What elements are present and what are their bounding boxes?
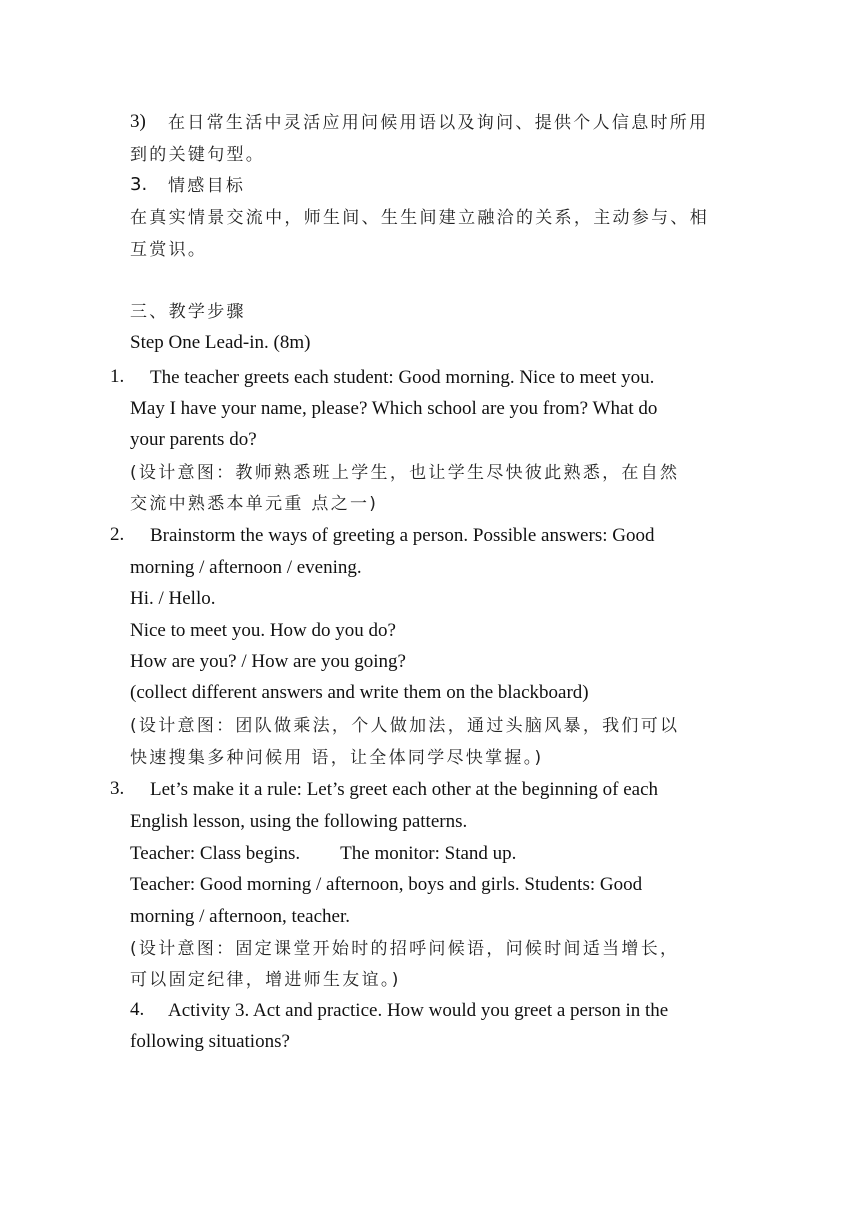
design-intent-line: 快速搜集多种问候用 语，让全体同学尽快掌握。) [130,748,544,768]
list-number: 1. [110,366,125,387]
list-item-line: Hi. / Hello. [130,588,216,609]
dialogue-line: morning / afternoon, teacher. [130,906,351,927]
section-heading: 三、教学步骤 [130,302,246,322]
list-item-line: following situations? [130,1031,290,1052]
list-item-line: How are you? / How are you going? [130,651,406,672]
dialogue-line [130,842,516,866]
design-intent-line: (设计意图：团队做乘法，个人做加法，通过头脑风暴，我们可以 [130,716,680,736]
dialogue-line: Teacher: Good morning / afternoon, boys and girls. Students: Good [130,874,643,895]
paragraph-line: 在真实情景交流中，师生间、生生间建立融洽的关系，主动参与、相 [130,208,709,228]
list-item-line: Brainstorm the ways of greeting a person. Possible answers: Good [150,525,655,546]
paragraph-line: 互赏识。 [130,240,208,260]
design-intent-line: (设计意图：教师熟悉班上学生，也让学生尽快彼此熟悉，在自然 [130,463,680,483]
step-heading: Step One Lead-in. (8m) [130,332,311,353]
list-number: 3. [110,778,125,799]
list-item-line: Let’s make it a rule: Let’s greet each other at the beginning of each [150,779,659,800]
list-item-line: (collect different answers and write them on the blackboard) [130,682,589,703]
objective-text-line: 在日常生活中灵活应用问候用语以及询问、提供个人信息时所用 [168,113,709,133]
list-item-line: Nice to meet you. How do you do? [130,620,396,641]
design-intent-line: (设计意图：固定课堂开始时的招呼问候语，问候时间适当增长， [130,939,680,959]
list-number: 4. [130,999,145,1020]
list-item-line: English lesson, using the following patterns. [130,811,468,832]
list-item-line: May I have your name, please? Which school are you from? What do [130,398,658,419]
dialogue-monitor: The monitor: Stand up. [340,843,517,864]
list-item-line: your parents do? [130,429,257,450]
dialogue-teacher: Teacher: Class begins. [130,843,301,864]
design-intent-line: 交流中熟悉本单元重 点之一) [130,494,379,514]
list-item-line: The teacher greets each student: Good morning. Nice to meet you. [150,367,655,388]
list-number: 3) [130,111,146,132]
list-number: 2. [110,524,125,545]
list-item-line: Activity 3. Act and practice. How would you greet a person in the [168,1000,669,1021]
list-item-line: morning / afternoon / evening. [130,557,362,578]
list-number: 3. [130,174,148,195]
design-intent-line: 可以固定纪律，增进师生友谊。) [130,970,401,990]
objective-text-line: 到的关键句型。 [130,145,266,165]
section-subheading: 情感目标 [168,176,246,196]
